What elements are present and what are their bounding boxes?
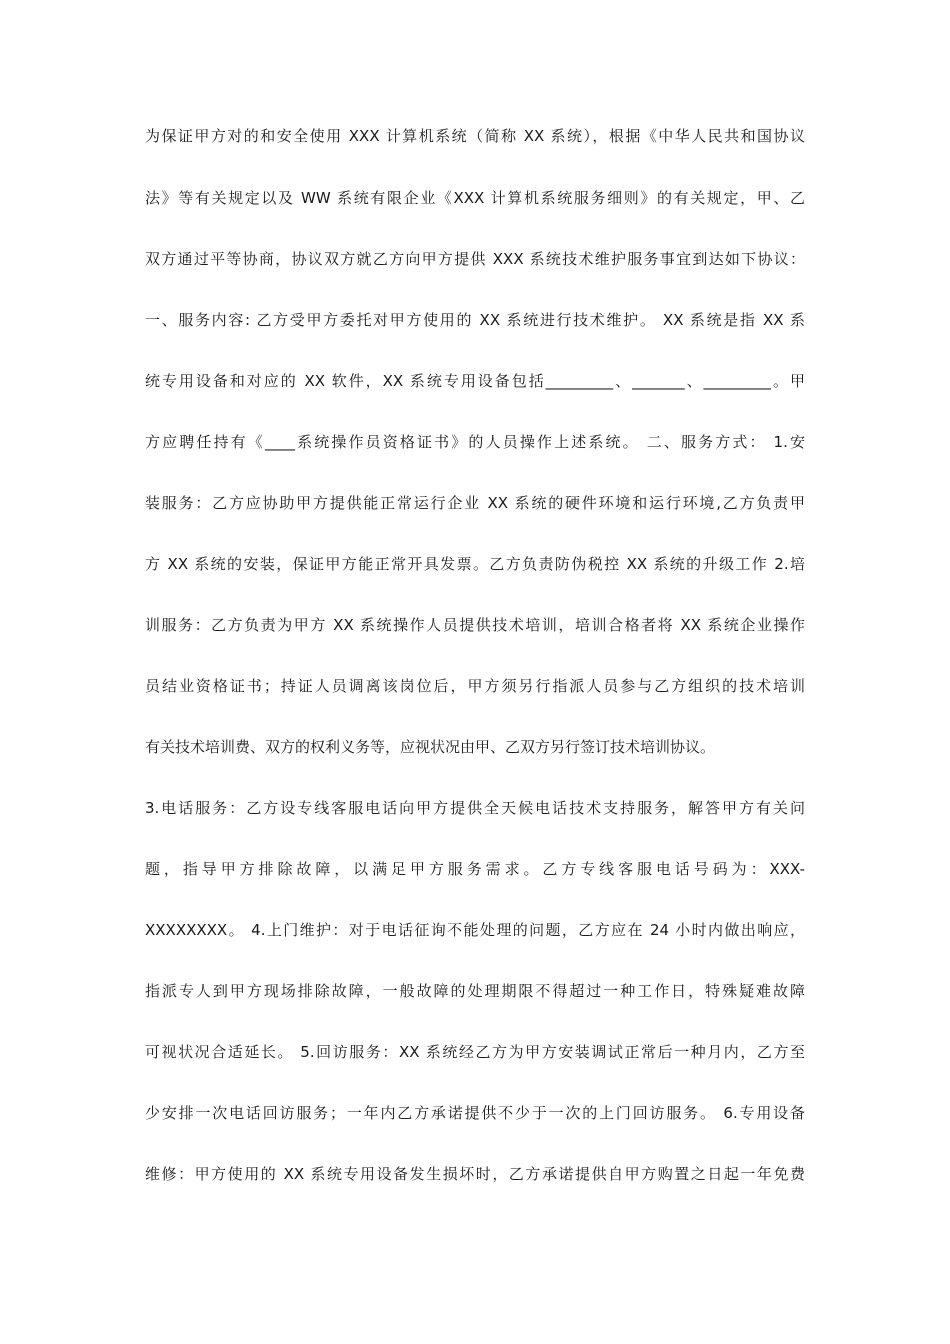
paragraph-line: 一、服务内容: 乙方受甲方委托对甲方使用的 XX 系统进行技术维护。 XX 系统是指 XX 系 <box>145 311 805 329</box>
paragraph-line: 3.电话服务：乙方设专线客服电话向甲方提供全天候电话技术支持服务，解答甲方有关问 <box>145 799 805 817</box>
paragraph-line: 员结业资格证书；持证人员调离该岗位后，甲方须另行指派人员参与乙方组织的技术培训 <box>145 677 805 695</box>
paragraph-line: 双方通过平等协商，协议双方就乙方向甲方提供 XXX 系统技术维护服务事宜到达如下协议： <box>145 250 805 268</box>
paragraph-line: 统专用设备和对应的 XX 软件，XX 系统专用设备包括_________、_______、_________。甲 <box>145 372 805 390</box>
paragraph-line: 可视状况合适延长。 5.回访服务：XX 系统经乙方为甲方安装调试正常后一种月内，乙方至 <box>145 1043 805 1061</box>
paragraph-line: 训服务：乙方负责为甲方 XX 系统操作人员提供技术培训，培训合格者将 XX 系统企业操作 <box>145 616 805 634</box>
paragraph-line: 为保证甲方对的和安全使用 XXX 计算机系统（简称 XX 系统），根据《中华人民共和国协议 <box>145 127 805 145</box>
paragraph-line: 指派专人到甲方现场排除故障，一般故障的处理期限不得超过一种工作日，特殊疑难故障 <box>145 982 805 1000</box>
paragraph-line: 题，指导甲方排除故障，以满足甲方服务需求。乙方专线客服电话号码为：XXX- <box>145 860 805 878</box>
paragraph-line: 方 XX 系统的安装，保证甲方能正常开具发票。乙方负责防伪税控 XX 系统的升级工作 2.培 <box>145 555 805 573</box>
paragraph-line: 装服务：乙方应协助甲方提供能正常运行企业 XX 系统的硬件环境和运行环境,乙方负责甲 <box>145 494 805 512</box>
paragraph-line: XXXXXXXX。 4.上门维护：对于电话征询不能处理的问题，乙方应在 24 小时内做出响应， <box>145 921 805 939</box>
paragraph-line: 少安排一次电话回访服务；一年内乙方承诺提供不少于一次的上门回访服务。 6.专用设备 <box>145 1104 805 1122</box>
paragraph-line: 方应聘任持有《____系统操作员资格证书》的人员操作上述系统。 二、服务方式： 1.安 <box>145 433 805 451</box>
paragraph-line: 维修：甲方使用的 XX 系统专用设备发生损坏时，乙方承诺提供自甲方购置之日起一年免费 <box>145 1165 805 1183</box>
paragraph-line: 有关技术培训费、双方的权利义务等，应视状况由甲、乙双方另行签订技术培训协议。 <box>145 738 716 756</box>
paragraph-line: 法》等有关规定以及 WW 系统有限企业《XXX 计算机系统服务细则》的有关规定，甲、乙 <box>145 189 805 207</box>
